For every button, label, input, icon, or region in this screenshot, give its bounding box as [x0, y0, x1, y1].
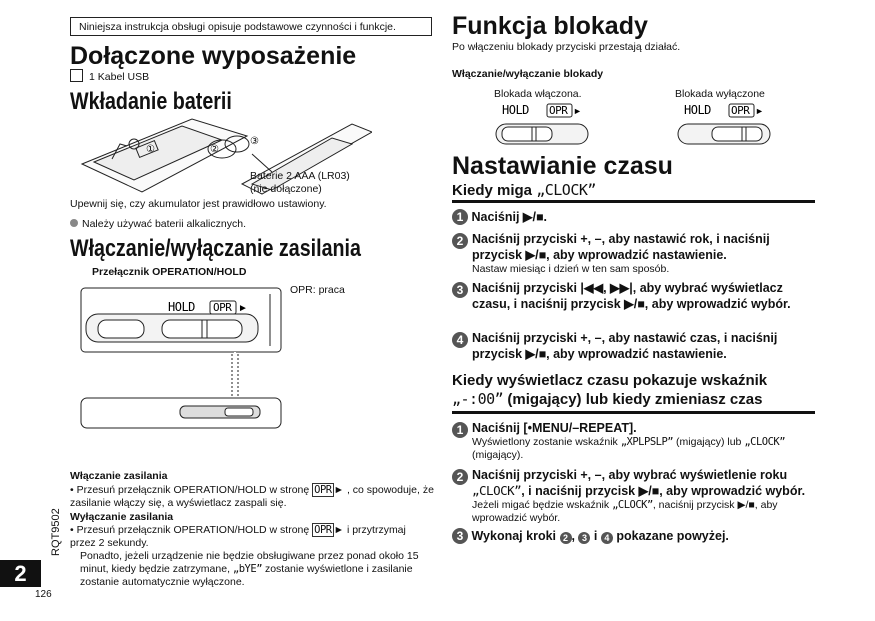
section2-code: „-:00”: [452, 390, 504, 408]
clock-step-4: [452, 330, 822, 362]
power-on-title: Włączanie zasilania: [70, 470, 168, 482]
power-off-text-a: Przesuń przełącznik OPERATION/HOLD w stronę: [76, 524, 310, 536]
step-text-b: pokazane powyżej.: [616, 529, 729, 543]
step-ref: 3: [578, 532, 590, 544]
battery-title: Wkładanie baterii: [70, 88, 232, 115]
clock-section2-title: [452, 372, 822, 409]
step-code: „CLOCK”: [472, 483, 522, 498]
page-number: 126: [35, 589, 52, 600]
alkaline-note: [70, 218, 246, 231]
step-text: Naciśnij przyciski +, –, aby nastawić rok, i naciśnij przycisk ▶/■, aby wprowadzić nastawienie.: [472, 232, 770, 262]
lock-subtitle: Po włączeniu blokady przyciski przestają działać.: [452, 41, 681, 53]
power-title: Włączanie/wyłączanie zasilania: [70, 235, 361, 262]
step-note: [472, 436, 822, 462]
step-ref: 4: [601, 532, 613, 544]
clock2-step-3: 3 Wykonaj kroki 2 , 3 i 4 pokazane powyżej.: [452, 528, 822, 544]
code-a: „XPLPSLP”: [620, 436, 674, 448]
section2-line1: Kiedy wyświetlacz czasu pokazuje wskaźnik: [452, 372, 768, 389]
checkbox-icon: [70, 69, 83, 82]
arrow-right-icon: ►: [755, 106, 764, 116]
step-number: 4: [452, 332, 468, 348]
intro-note: Niniejsza instrukcja obsługi opisuje podstawowe czynności i funkcje.: [70, 17, 432, 36]
lock-on-label: Blokada włączona.: [494, 88, 582, 100]
lock-off-label: Blokada wyłączone: [675, 88, 765, 100]
note-a: Jeżeli migać będzie wskaźnik: [472, 499, 610, 511]
lock-on-switch: [494, 100, 594, 148]
clock2-step-1: [452, 420, 822, 462]
step-two-marker: ②: [210, 144, 219, 155]
note-a: Wyświetlony zostanie wskaźnik: [472, 436, 618, 448]
power-off-text-b: i przytrzymaj przez 2 sekundy.: [70, 524, 406, 549]
clock-code: „CLOCK”: [536, 181, 596, 199]
step-text: Naciśnij przyciski |◀◀, ▶▶|, aby wybrać wyświetlacz czasu, i naciśnij przycisk ▶/■, aby wprowadzić wybór.: [472, 281, 791, 311]
step-text-b: , i naciśnij przycisk ▶/■, aby wprowadzić wybór.: [521, 484, 806, 498]
arrow-right-icon: ►: [238, 303, 248, 314]
switch-label: Przełącznik OPERATION/HOLD: [92, 266, 247, 278]
note-b: , naciśnij przycisk ▶/■, aby wprowadzić wybór.: [472, 499, 778, 524]
step-one-marker: ①: [146, 144, 155, 155]
bye-code: „bYE”: [232, 563, 263, 575]
bullet-icon: [70, 219, 78, 227]
accessory-label: 1 Kabel USB: [89, 71, 150, 83]
step-text-a: Naciśnij przyciski +, –, aby wybrać wyświetlenie roku: [472, 468, 788, 482]
opr-switch-label: OPR: [213, 301, 232, 314]
step-text: Naciśnij ▶/■.: [471, 210, 548, 224]
lock-off-switch: [676, 100, 776, 148]
clock-step-3: [452, 280, 822, 312]
step-text: Naciśnij [•MENU/–REPEAT].: [472, 421, 637, 435]
hold-on-label: HOLD: [502, 103, 529, 117]
divider: [452, 200, 815, 203]
section2-line2: (migający) lub kiedy zmieniasz czas: [507, 391, 763, 408]
power-off-text-d: zostanie wyświetlone i zasilanie zostanie automatycznie wyłączone.: [80, 563, 413, 588]
step-number: 1: [452, 209, 468, 225]
power-off-text: • Przesuń przełącznik OPERATION/HOLD w stronę OPR ► i przytrzymaj przez 2 sekundy. Ponadto, jeżeli urządzenie nie będzie obsługiwane przez ponad około 15 minut, kiedy będzie zatrzymane, „bYE” zostanie wyświetlone i zasilanie zostanie automatycznie wyłączone.: [70, 524, 419, 588]
clock-title: Nastawianie czasu: [452, 152, 673, 180]
arrow-right-icon: ►: [573, 106, 582, 116]
battery-type-line2: (nie dołączone): [250, 183, 322, 195]
step-number: 2: [452, 469, 468, 485]
divider: [452, 411, 815, 414]
hold-off-label: HOLD: [684, 103, 711, 117]
clock-step-1: [452, 209, 547, 225]
battery-type-line1: Baterie 2 AAA (LR03): [250, 170, 350, 182]
clock-subtitle-text: Kiedy miga: [452, 182, 533, 199]
power-on-text: • Przesuń przełącznik OPERATION/HOLD w stronę OPR ► , co spowoduje, że zasilanie włączy się, a wyświetlacz zaspali się.: [70, 484, 434, 509]
power-on-text-a: Przesuń przełącznik OPERATION/HOLD w stronę: [76, 484, 310, 496]
model-number: RQT9502: [50, 508, 62, 556]
lock-title: Funkcja blokady: [452, 12, 648, 40]
opr-on-label: OPR: [549, 104, 568, 117]
step-number: 3: [452, 528, 468, 544]
clock-subtitle: [452, 181, 596, 200]
step-note: Nastaw miesiąc i dzień w ten sam sposób.: [472, 263, 670, 275]
power-on-text-b: , co spowoduje, że zasilanie włączy się, a wyświetlacz zaspali się.: [70, 484, 434, 509]
step-text: Naciśnij przyciski +, –, aby nastawić czas, i naciśnij przycisk ▶/■, aby wprowadzić nastawienie.: [472, 331, 778, 361]
note-c: (migający).: [472, 449, 524, 461]
accessories-title: Dołączone wyposażenie: [70, 42, 357, 70]
accessories-item: [70, 69, 149, 84]
step-ref: 2: [560, 532, 572, 544]
opr-off-label: OPR: [731, 104, 750, 117]
hold-label: HOLD: [168, 300, 195, 314]
step-text-a: Wykonaj kroki: [471, 529, 557, 543]
step-number: 3: [452, 282, 468, 298]
lock-section-title: Włączanie/wyłączanie blokady: [452, 68, 604, 80]
code-b: „CLOCK”: [744, 436, 786, 448]
alkaline-text: Należy używać baterii alkalicznych.: [82, 218, 246, 230]
step-three-marker: ③: [250, 136, 259, 147]
battery-type-label: [250, 170, 350, 196]
note-b: (migający) lub: [676, 436, 742, 448]
polarity-note: Upewnij się, czy akumulator jest prawidłowo ustawiony.: [70, 198, 327, 210]
page-number-badge: 2: [0, 560, 41, 587]
switch-illustration: [80, 284, 290, 444]
clock2-step-2: [452, 467, 822, 525]
clock-step-2: [452, 231, 822, 276]
step-number: 2: [452, 233, 468, 249]
step-number: 1: [452, 422, 468, 438]
power-off-text-c: Ponadto, jeżeli urządzenie nie będzie obsługiwane przez ponad około 15 minut, kiedy będzie zatrzymane,: [80, 550, 419, 575]
opr-label: OPR: praca: [290, 284, 345, 296]
power-off-title: Wyłączanie zasilania: [70, 511, 174, 523]
note-code: „CLOCK”: [612, 499, 653, 511]
